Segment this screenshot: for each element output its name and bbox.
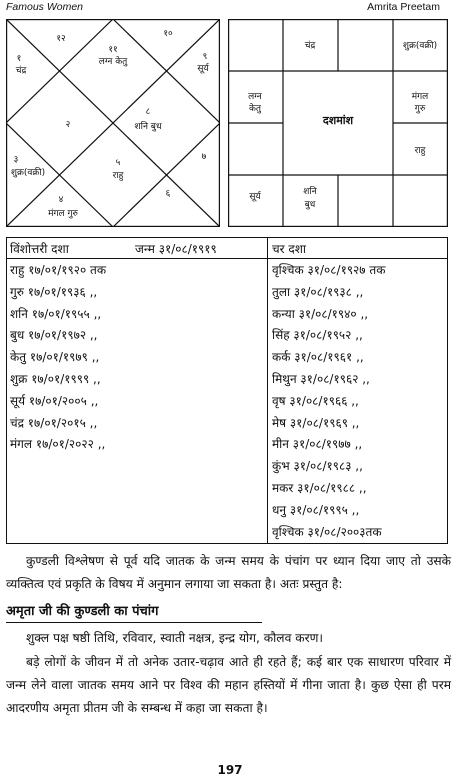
house-number: ५ xyxy=(115,158,121,168)
intro-paragraph xyxy=(6,550,451,596)
list-item: मकर ३१/०८/१९८८ ,, xyxy=(272,481,367,495)
list-item: बुध १७/०१/१९७२ ,, xyxy=(10,328,98,343)
house-planets: मंगल गुरु xyxy=(48,209,78,219)
house-number: ९ xyxy=(202,52,208,62)
cell-planet: चंद्र xyxy=(304,41,316,51)
cell-planet: शुक्र(वक्री) xyxy=(402,41,438,51)
house-planets: लग्न केतु xyxy=(98,57,128,67)
house-number: ११ xyxy=(108,45,118,55)
dashamsha-title: दशमांश xyxy=(322,114,354,127)
house-number: ४ xyxy=(58,195,64,205)
list-item: शुक्र १७/०१/१९९९ ,, xyxy=(10,372,101,386)
page-number: 197 xyxy=(217,763,243,777)
cell-planet: सूर्य xyxy=(249,192,261,202)
list-item: कर्क ३१/०८/१९६१ ,, xyxy=(272,350,364,365)
house-planets: राहु xyxy=(112,171,124,181)
cell-planet: गुरु xyxy=(414,104,426,114)
list-item: धनु ३१/०८/१९९५ ,, xyxy=(272,502,360,517)
list-item: गुरु १७/०१/१९३६ ,, xyxy=(10,284,98,299)
panchang-paragraph xyxy=(6,627,451,650)
list-item: शनि १७/०१/१९५५ ,, xyxy=(10,306,102,321)
cell-planet: लग्न xyxy=(248,92,262,102)
header-vimshottari: विंशोत्तरी दशा xyxy=(10,242,69,256)
paragraph-text: बड़े लोगों के जीवन में तो अनेक उतार-चढ़ाव आते ही रहते हैं; कई बार एक साधारण परिवार में जन्म लेने वाला जातक समय आने पर विश्व की महान हस्तियों में गीना जाता है। कुछ ऐसा ही परम आदरणीय अमृता प्रीतम जी के सम्बन्ध में कहा जा सकता है। xyxy=(6,655,451,715)
list-item: राहु १७/०१/१९२० तक xyxy=(10,263,107,277)
list-item: कन्या ३१/०८/१९४० ,, xyxy=(272,306,369,321)
list-item: कुंभ ३१/०८/१९८३ ,, xyxy=(272,459,363,474)
list-item: सूर्य १७/०१/२००५ ,, xyxy=(10,393,99,408)
dasha-table xyxy=(6,237,448,544)
body-paragraph xyxy=(6,651,451,720)
cell-planet: मंगल xyxy=(411,92,429,102)
list-item: वृश्चिक ३१/०८/१९२७ तक xyxy=(272,263,386,277)
heading-underline xyxy=(6,622,262,623)
list-item: वृष ३१/०८/१९६६ ,, xyxy=(272,393,359,408)
list-item: केतु १७/०१/१९७९ ,, xyxy=(10,350,100,365)
header-chara: चर दशा xyxy=(272,242,306,256)
cell-planet: केतु xyxy=(248,104,262,114)
list-item: मीन ३१/०८/१९७७ ,, xyxy=(272,437,363,452)
house-number: १२ xyxy=(56,34,66,44)
cell-planet: राहु xyxy=(414,146,426,156)
list-item: मेष ३१/०८/१९६९ ,, xyxy=(272,415,360,430)
list-item: सिंह ३१/०८/१९५२ ,, xyxy=(272,328,363,343)
house-planets: शुक्र(वक्री) xyxy=(10,168,46,178)
list-item: तुला ३१/०८/१९३८ ,, xyxy=(272,284,364,299)
house-number: ६ xyxy=(165,189,171,199)
house-number: १ xyxy=(16,54,22,64)
house-number: २ xyxy=(65,120,71,130)
house-planets: सूर्य xyxy=(197,64,209,74)
header-birth-date: जन्म ३१/०८/१९१९ xyxy=(135,242,217,256)
list-item: वृश्चिक ३१/०८/२००३तक xyxy=(272,524,382,539)
running-header-left: Famous Women xyxy=(6,1,84,13)
birth-chart xyxy=(6,19,220,227)
cell-planet: बुध xyxy=(304,200,316,210)
house-planets: चंद्र xyxy=(15,66,27,76)
list-item: मंगल १७/०१/२०२२ ,, xyxy=(10,437,106,452)
running-header-right: Amrita Preetam xyxy=(367,1,440,13)
section-heading: अमृता जी की कुण्डली का पंचांग xyxy=(6,604,159,619)
cell-planet: शनि xyxy=(303,187,317,197)
list-item: मिथुन ३१/०८/१९६२ ,, xyxy=(272,372,370,386)
house-number: ७ xyxy=(201,152,207,162)
list-item: चंद्र १७/०१/२०१५ ,, xyxy=(10,415,98,430)
house-number: ३ xyxy=(13,155,19,165)
house-number: ८ xyxy=(145,107,151,117)
dashamsha-chart xyxy=(228,19,448,227)
house-number: १० xyxy=(163,29,173,39)
panchang-text: शुक्ल पक्ष षष्ठी तिथि, रविवार, स्वाती नक्षत्र, इन्द्र योग, कौलव करण। xyxy=(26,631,323,645)
paragraph-text: कुण्डली विश्लेषण से पूर्व यदि जातक के जन्म समय के पंचांग पर ध्यान दिया जाए तो उसके व्यक्तित्व एवं प्रकृति के विषय में अनुमान लगाया जा सकता है। अतः प्रस्तुत है: xyxy=(6,554,451,591)
house-planets: शनि बुध xyxy=(134,122,162,132)
